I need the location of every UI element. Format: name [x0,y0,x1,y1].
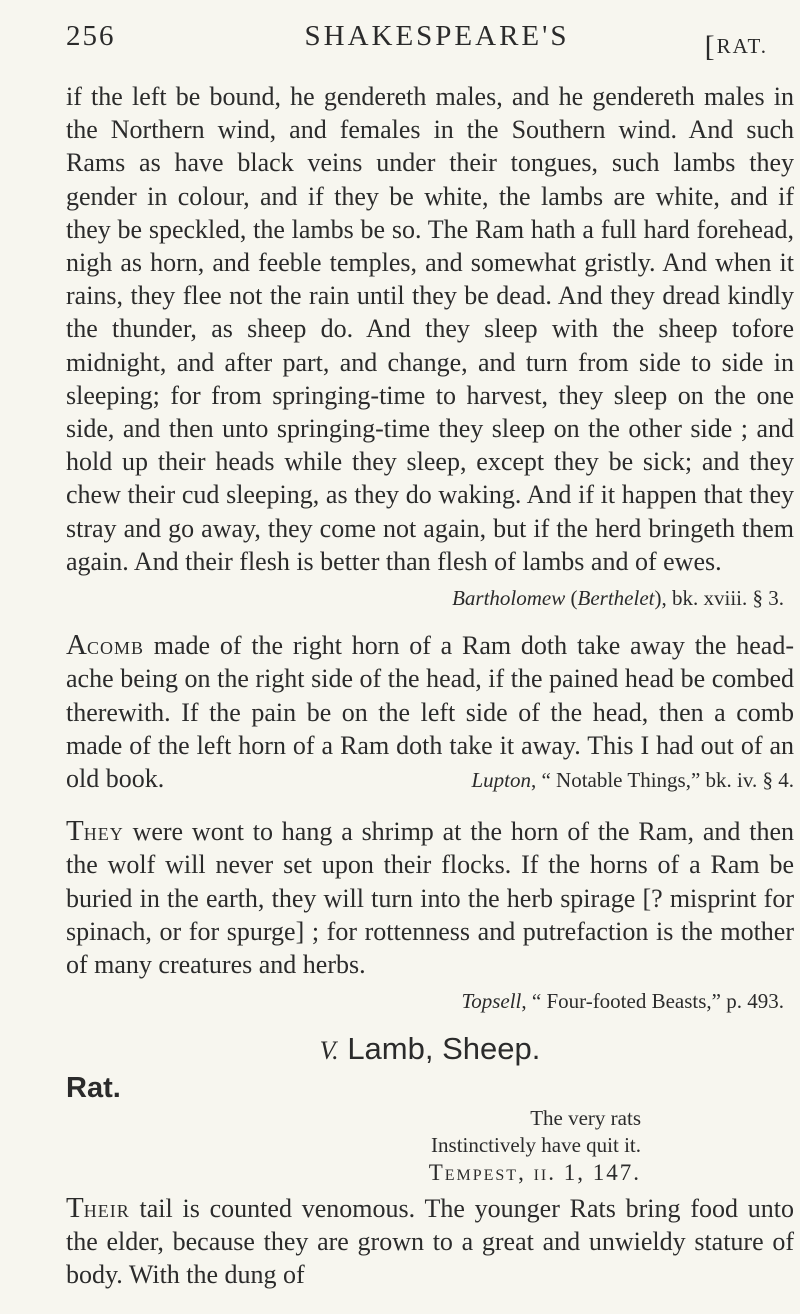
drop-lead: A [66,629,87,662]
small-caps-lead: comb [86,631,144,661]
drop-lead: T [66,1191,84,1224]
small-caps-lead: heir [83,1193,130,1223]
page-number: 256 [66,20,116,52]
cite-paren: Berthelet [577,586,655,611]
cite-author: Lupton [471,768,531,793]
cite-rest: , “ Notable Things,” bk. iv. § 4. [530,768,794,793]
epigraph-line-2: Instinctively have quit it. [431,1132,641,1157]
see-also-text: Lamb, Sheep. [347,1031,541,1067]
page-body [66,80,794,1292]
citation-bartholomew: Bartholomew (Berthelet), bk. xviii. § 3. [452,586,784,611]
paragraph-text: were wont to hang a shrimp at the horn of the Ram, and then the wolf will never set upon their flocks. If the horns of a Ram be buried in the earth, they will turn into the herb spirage [? misprint for spinach, or for spurge] ; for rottenness and putrefaction is the mother of many creatures and herbs. [66,817,795,980]
epigraph-line-1: The very rats [530,1105,641,1130]
see-also-v: V. [319,1036,339,1066]
cite-author: Bartholomew [452,586,566,611]
paragraph-rat-tail [66,1192,794,1292]
cite-rest: , bk. xviii. § 3. [661,586,784,611]
paragraph-text: tail is counted venomous. The younger Rats bring food unto the elder, because they are grown to a great and unwieldy stature of body. With the dung of [66,1193,794,1290]
paragraph-comb [66,629,794,795]
see-also-heading [66,1032,794,1067]
paragraph-ram-1: if the left be bound, he gendereth males, and he gendereth males in the Northern wind, and females in the Southern wind. And such Rams as have black veins under their tongues, such lambs they gender in colour, and if they be white, the lambs are white, and if they be speckled, the lambs be so. The Ram hath a full hard forehead, nigh as horn, and feeble temples, and somewhat gristly. And when it rains, they flee not the rain until they be dead. And they dread kindly the thunder, as sheep do. And they sleep with the sheep tofore midnight, and after part, and change, and turn from side to side in sleeping; for from springing-time to harvest, they sleep on the one side, and then unto springing-time they sleep on the other side ; and hold up their heads while they sleep, except they be sick; and they chew their cud sleeping, as they do waking. And if it happen that they stray and go away, they come not again, but if the herd bringeth them again. And their flesh is better than flesh of lambs and of ewes. [66,82,794,576]
section-text: RAT. [716,34,768,58]
small-caps-lead: hey [83,817,124,847]
paragraph-shrimp [66,815,794,981]
cite-rest: , “ Four-footed Beasts,” p. 493. [521,989,784,1014]
epigraph-reference: Tempest, ii. 1, 147. [428,1159,641,1185]
cite-author: Topsell [461,989,522,1014]
drop-lead: T [66,815,84,848]
section-label: [RAT. [704,30,768,63]
running-title: SHAKESPEARE'S [304,20,570,52]
citation-lupton [471,764,794,797]
paragraph-text: made of the right horn of a Ram doth take away the head-ache being on the right side of the head, if the pained head be combed therewith. If the pain be on the left side of the head, then a comb made of the left horn of a Ram doth take it away. This I had out of an old book. [66,631,794,794]
spacer [66,805,794,815]
section-heading-rat: Rat. [66,1071,121,1104]
epigraph [341,1105,641,1186]
citation-topsell [66,985,794,1018]
running-header [66,20,768,64]
